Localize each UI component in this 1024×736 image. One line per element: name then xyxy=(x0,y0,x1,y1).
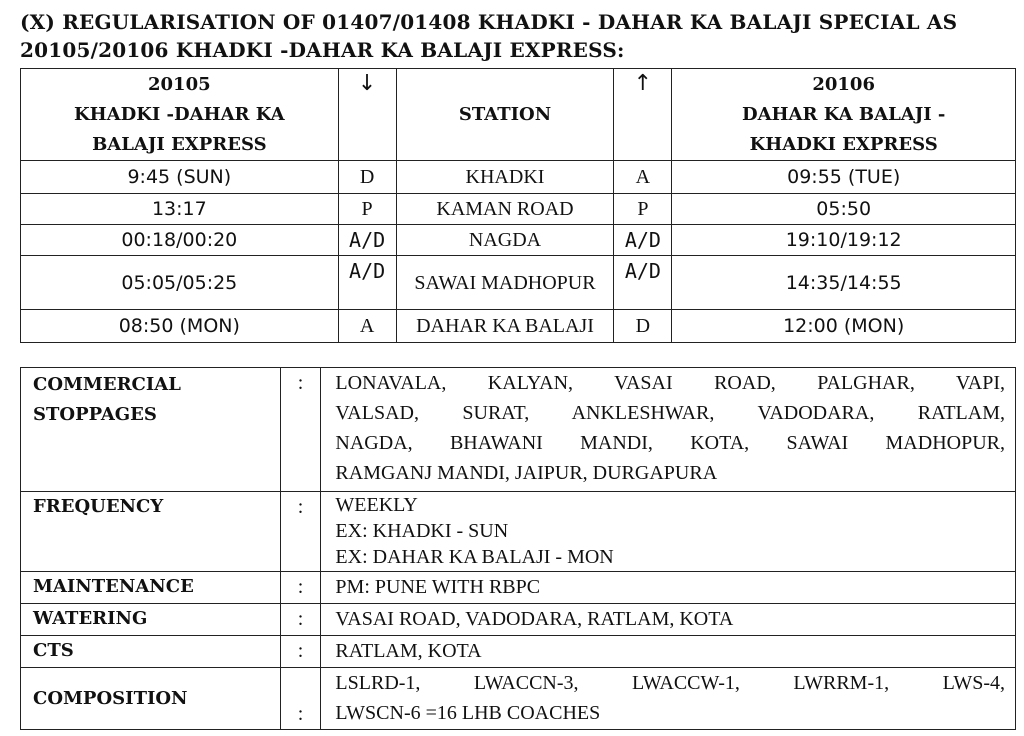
info-row-composition xyxy=(21,668,1016,730)
stoppages-label: COMMERCIAL STOPPAGES xyxy=(21,368,281,492)
down-time: 00:18/00:20 xyxy=(21,225,339,256)
composition-label: COMPOSITION xyxy=(21,668,281,730)
colon-separator: : xyxy=(280,636,321,668)
up-arrow-icon: ↑ xyxy=(614,69,672,161)
stoppages-line: VALSAD, SURAT, ANKLESHWAR, VADODARA, RATLAM, xyxy=(335,402,1005,424)
up-time: 19:10/19:12 xyxy=(672,225,1016,256)
train-20106-header xyxy=(672,69,1016,161)
info-row-cts xyxy=(21,636,1016,668)
table-row xyxy=(21,310,1016,343)
maintenance-label: MAINTENANCE xyxy=(21,572,281,604)
composition-line: LSLRD-1, LWACCN-3, LWACCW-1, LWRRM-1, LWS-4, xyxy=(335,672,1005,694)
up-time: 12:00 (MON) xyxy=(672,310,1016,343)
up-code: A/D xyxy=(614,225,672,256)
watering-label: WATERING xyxy=(21,604,281,636)
section-heading xyxy=(20,8,1010,64)
info-row-frequency xyxy=(21,492,1016,572)
heading-line-1: (X) REGULARISATION OF 01407/01408 KHADKI - DAHAR KA BALAJI SPECIAL AS xyxy=(20,10,958,34)
train-number: 20106 xyxy=(812,73,875,95)
composition-line: LWSCN-6 =16 LHB COACHES xyxy=(335,702,601,724)
composition-value xyxy=(321,668,1016,730)
timetable-header-row xyxy=(21,69,1016,161)
down-time: 08:50 (MON) xyxy=(21,310,339,343)
watering-value: VASAI ROAD, VADODARA, RATLAM, KOTA xyxy=(321,604,1016,636)
colon-separator: : xyxy=(280,492,321,572)
up-code: A xyxy=(614,161,672,194)
train-name-line: DAHAR KA BALAJI - xyxy=(741,103,946,125)
info-row-maintenance xyxy=(21,572,1016,604)
table-row xyxy=(21,256,1016,310)
stoppages-value xyxy=(321,368,1016,492)
table-row xyxy=(21,225,1016,256)
up-code: P xyxy=(614,194,672,225)
station-name: DAHAR KA BALAJI xyxy=(396,310,614,343)
down-code: A/D xyxy=(338,225,396,256)
down-time: 9:45 (SUN) xyxy=(21,161,339,194)
down-code: D xyxy=(338,161,396,194)
frequency-label: FREQUENCY xyxy=(21,492,281,572)
timetable xyxy=(20,68,1016,343)
up-time: 09:55 (TUE) xyxy=(672,161,1016,194)
maintenance-value: PM: PUNE WITH RBPC xyxy=(321,572,1016,604)
stoppages-line: NAGDA, BHAWANI MANDI, KOTA, SAWAI MADHOPUR, xyxy=(335,432,1005,454)
down-code: P xyxy=(338,194,396,225)
stoppages-line: RAMGANJ MANDI, JAIPUR, DURGAPURA xyxy=(335,462,718,484)
cts-label: CTS xyxy=(21,636,281,668)
info-row-watering xyxy=(21,604,1016,636)
frequency-line: EX: KHADKI - SUN xyxy=(335,520,509,542)
up-time: 14:35/14:55 xyxy=(672,256,1016,310)
table-row xyxy=(21,194,1016,225)
heading-line-2: 20105/20106 KHADKI -DAHAR KA BALAJI EXPRESS: xyxy=(20,38,625,62)
info-table xyxy=(20,367,1016,730)
stoppages-line: LONAVALA, KALYAN, VASAI ROAD, PALGHAR, VAPI, xyxy=(335,372,1005,394)
colon-separator: : xyxy=(280,668,321,730)
train-name-line: KHADKI -DAHAR KA xyxy=(73,103,285,125)
station-name: KHADKI xyxy=(396,161,614,194)
colon-separator: : xyxy=(280,572,321,604)
colon-separator: : xyxy=(280,604,321,636)
station-name: SAWAI MADHOPUR xyxy=(396,256,614,310)
up-code: D xyxy=(614,310,672,343)
station-name: KAMAN ROAD xyxy=(396,194,614,225)
train-20105-header xyxy=(21,69,339,161)
colon-separator: : xyxy=(280,368,321,492)
up-code: A/D xyxy=(614,256,672,310)
station-header: STATION xyxy=(396,69,614,161)
info-row-stoppages xyxy=(21,368,1016,492)
train-name-line: KHADKI EXPRESS xyxy=(749,133,938,155)
train-number: 20105 xyxy=(148,73,211,95)
table-row xyxy=(21,161,1016,194)
station-name: NAGDA xyxy=(396,225,614,256)
frequency-line: WEEKLY xyxy=(335,494,418,516)
down-code: A/D xyxy=(338,256,396,310)
down-time: 05:05/05:25 xyxy=(21,256,339,310)
down-code: A xyxy=(338,310,396,343)
down-time: 13:17 xyxy=(21,194,339,225)
up-time: 05:50 xyxy=(672,194,1016,225)
cts-value: RATLAM, KOTA xyxy=(321,636,1016,668)
down-arrow-icon: ↓ xyxy=(338,69,396,161)
train-name-line: BALAJI EXPRESS xyxy=(92,133,267,155)
frequency-line: EX: DAHAR KA BALAJI - MON xyxy=(335,546,614,568)
frequency-value xyxy=(321,492,1016,572)
